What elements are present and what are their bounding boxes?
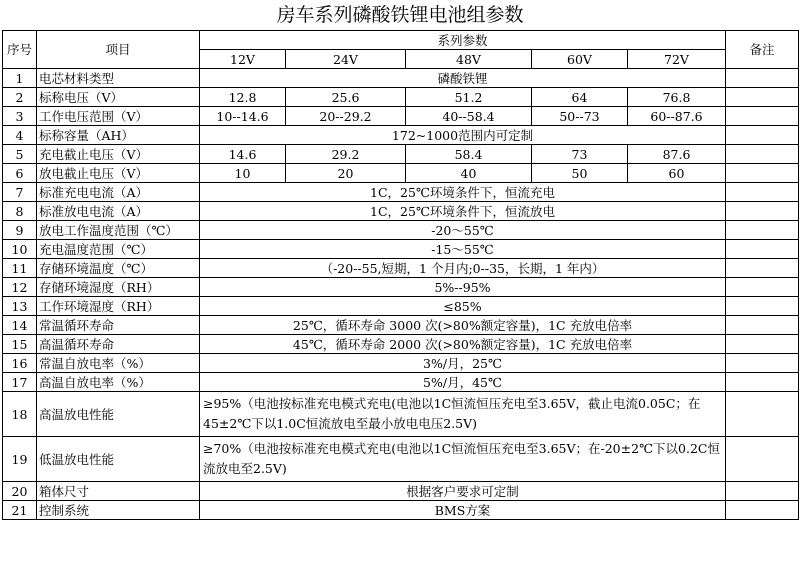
remark-cell bbox=[726, 354, 799, 373]
merged-value-cell: 3%/月，25℃ bbox=[200, 354, 726, 373]
table-row bbox=[3, 107, 799, 126]
table-row bbox=[3, 202, 799, 221]
sheet-title: 房车系列磷酸铁锂电池组参数 bbox=[276, 4, 524, 26]
voltage-header: 60V bbox=[532, 50, 628, 69]
remark-cell bbox=[726, 278, 799, 297]
value-cell: 10 bbox=[200, 164, 286, 183]
table-row bbox=[3, 126, 799, 145]
remark-cell bbox=[726, 437, 799, 482]
value-cell: 64 bbox=[532, 88, 628, 107]
table-row bbox=[3, 145, 799, 164]
table-row bbox=[3, 278, 799, 297]
value-cell: 50--73 bbox=[532, 107, 628, 126]
remark-cell bbox=[726, 126, 799, 145]
table-row bbox=[3, 482, 799, 501]
row-item: 工作电压范围（V） bbox=[37, 107, 200, 126]
table-row bbox=[3, 392, 799, 437]
row-number: 13 bbox=[3, 297, 37, 316]
table-row bbox=[3, 259, 799, 278]
row-item: 高温循环寿命 bbox=[37, 335, 200, 354]
row-item: 放电截止电压（V） bbox=[37, 164, 200, 183]
value-cell: 60 bbox=[628, 164, 726, 183]
table-row bbox=[3, 501, 799, 520]
remark-cell bbox=[726, 164, 799, 183]
table-row bbox=[3, 316, 799, 335]
header-remark: 备注 bbox=[726, 31, 799, 69]
description-cell: ≥95%（电池按标准充电模式充电(电池以1C恒流恒压充电至3.65V，截止电流0.05C；在45±2℃下以1.0C恒流放电至最小放电电压2.5V) bbox=[200, 392, 726, 437]
row-item: 高温放电性能 bbox=[37, 392, 200, 437]
table-row bbox=[3, 164, 799, 183]
value-cell: 10--14.6 bbox=[200, 107, 286, 126]
row-number: 2 bbox=[3, 88, 37, 107]
row-number: 4 bbox=[3, 126, 37, 145]
description-cell: ≥70%（电池按标准充电模式充电(电池以1C恒流恒压充电至3.65V；在-20±2℃下以0.2C恒流放电至2.5V) bbox=[200, 437, 726, 482]
value-cell: 40 bbox=[406, 164, 532, 183]
merged-value-cell: 25℃，循环寿命 3000 次(>80%额定容量)，1C 充放电倍率 bbox=[200, 316, 726, 335]
row-item: 标称电压（V） bbox=[37, 88, 200, 107]
remark-cell bbox=[726, 482, 799, 501]
row-item: 常温循环寿命 bbox=[37, 316, 200, 335]
value-cell: 29.2 bbox=[286, 145, 406, 164]
remark-cell bbox=[726, 259, 799, 278]
table-row bbox=[3, 88, 799, 107]
remark-cell bbox=[726, 316, 799, 335]
header-no: 序号 bbox=[3, 31, 37, 69]
row-number: 15 bbox=[3, 335, 37, 354]
row-item: 低温放电性能 bbox=[37, 437, 200, 482]
row-number: 16 bbox=[3, 354, 37, 373]
merged-value-cell: 172~1000范围内可定制 bbox=[200, 126, 726, 145]
value-cell: 58.4 bbox=[406, 145, 532, 164]
merged-value-cell: 5%/月，45℃ bbox=[200, 373, 726, 392]
value-cell: 14.6 bbox=[200, 145, 286, 164]
value-cell: 12.8 bbox=[200, 88, 286, 107]
value-cell: 60--87.6 bbox=[628, 107, 726, 126]
table-row bbox=[3, 240, 799, 259]
table-row bbox=[3, 297, 799, 316]
remark-cell bbox=[726, 297, 799, 316]
row-number: 10 bbox=[3, 240, 37, 259]
row-number: 18 bbox=[3, 392, 37, 437]
row-number: 11 bbox=[3, 259, 37, 278]
header-item: 项目 bbox=[37, 31, 200, 69]
row-item: 存储环境湿度（RH） bbox=[37, 278, 200, 297]
merged-value-cell: 1C，25℃环境条件下，恒流放电 bbox=[200, 202, 726, 221]
row-number: 12 bbox=[3, 278, 37, 297]
row-number: 3 bbox=[3, 107, 37, 126]
value-cell: 73 bbox=[532, 145, 628, 164]
row-item: 标称容量（AH） bbox=[37, 126, 200, 145]
table-row bbox=[3, 69, 799, 88]
merged-value-cell: -20～55℃ bbox=[200, 221, 726, 240]
row-number: 7 bbox=[3, 183, 37, 202]
header-row bbox=[3, 31, 799, 50]
row-number: 5 bbox=[3, 145, 37, 164]
merged-value-cell: 45℃，循环寿命 2000 次(>80%额定容量)，1C 充放电倍率 bbox=[200, 335, 726, 354]
row-item: 标准充电电流（A） bbox=[37, 183, 200, 202]
merged-value-cell: ≤85% bbox=[200, 297, 726, 316]
row-number: 6 bbox=[3, 164, 37, 183]
value-cell: 76.8 bbox=[628, 88, 726, 107]
table-row bbox=[3, 354, 799, 373]
remark-cell bbox=[726, 240, 799, 259]
row-item: 工作环境湿度（RH） bbox=[37, 297, 200, 316]
row-number: 20 bbox=[3, 482, 37, 501]
table-row bbox=[3, 437, 799, 482]
remark-cell bbox=[726, 392, 799, 437]
row-item: 存储环境温度（℃） bbox=[37, 259, 200, 278]
table-row bbox=[3, 183, 799, 202]
merged-value-cell: （-20--55,短期，1 个月内;0--35，长期，1 年内） bbox=[200, 259, 726, 278]
value-cell: 20 bbox=[286, 164, 406, 183]
row-item: 标准放电电流（A） bbox=[37, 202, 200, 221]
value-cell: 87.6 bbox=[628, 145, 726, 164]
voltage-header: 48V bbox=[406, 50, 532, 69]
row-number: 9 bbox=[3, 221, 37, 240]
remark-cell bbox=[726, 107, 799, 126]
merged-value-cell: 5%--95% bbox=[200, 278, 726, 297]
remark-cell bbox=[726, 145, 799, 164]
row-number: 21 bbox=[3, 501, 37, 520]
remark-cell bbox=[726, 221, 799, 240]
remark-cell bbox=[726, 202, 799, 221]
voltage-header: 72V bbox=[628, 50, 726, 69]
table-row bbox=[3, 373, 799, 392]
row-item: 高温自放电率（%） bbox=[37, 373, 200, 392]
value-cell: 20--29.2 bbox=[286, 107, 406, 126]
row-item: 电芯材料类型 bbox=[37, 69, 200, 88]
value-cell: 50 bbox=[532, 164, 628, 183]
merged-value-cell: 1C，25℃环境条件下，恒流充电 bbox=[200, 183, 726, 202]
merged-value-cell: 磷酸铁锂 bbox=[200, 69, 726, 88]
remark-cell bbox=[726, 335, 799, 354]
voltage-header: 12V bbox=[200, 50, 286, 69]
row-item: 箱体尺寸 bbox=[37, 482, 200, 501]
merged-value-cell: 根据客户要求可定制 bbox=[200, 482, 726, 501]
merged-value-cell: BMS方案 bbox=[200, 501, 726, 520]
row-item: 控制系统 bbox=[37, 501, 200, 520]
remark-cell bbox=[726, 88, 799, 107]
table-row bbox=[3, 221, 799, 240]
row-number: 14 bbox=[3, 316, 37, 335]
table-row bbox=[3, 335, 799, 354]
voltage-header: 24V bbox=[286, 50, 406, 69]
row-item: 充电截止电压（V） bbox=[37, 145, 200, 164]
remark-cell bbox=[726, 69, 799, 88]
row-number: 17 bbox=[3, 373, 37, 392]
row-number: 1 bbox=[3, 69, 37, 88]
spec-table bbox=[2, 30, 799, 520]
row-number: 19 bbox=[3, 437, 37, 482]
row-item: 放电工作温度范围（℃） bbox=[37, 221, 200, 240]
header-params: 系列参数 bbox=[200, 31, 726, 50]
value-cell: 51.2 bbox=[406, 88, 532, 107]
value-cell: 25.6 bbox=[286, 88, 406, 107]
merged-value-cell: -15～55℃ bbox=[200, 240, 726, 259]
remark-cell bbox=[726, 183, 799, 202]
remark-cell bbox=[726, 501, 799, 520]
row-item: 充电温度范围（℃） bbox=[37, 240, 200, 259]
value-cell: 40--58.4 bbox=[406, 107, 532, 126]
remark-cell bbox=[726, 373, 799, 392]
row-number: 8 bbox=[3, 202, 37, 221]
row-item: 常温自放电率（%） bbox=[37, 354, 200, 373]
